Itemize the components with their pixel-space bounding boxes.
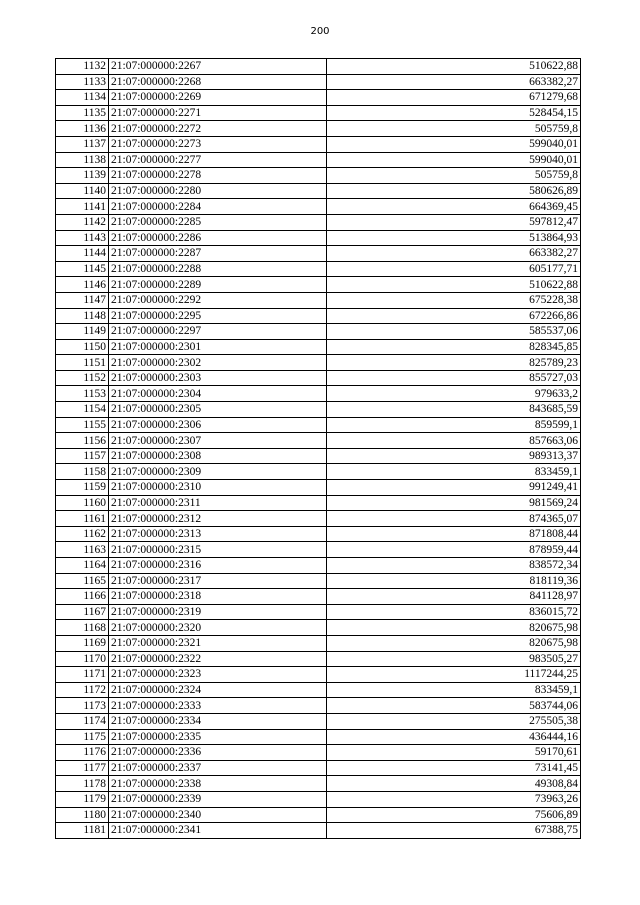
- row-number-cell: 1147: [56, 292, 109, 308]
- row-number-cell: 1167: [56, 604, 109, 620]
- cadastral-number-cell: 21:07:000000:2273: [109, 136, 327, 152]
- row-number-cell: 1151: [56, 355, 109, 371]
- cadastral-number-cell: 21:07:000000:2309: [109, 464, 327, 480]
- table-row: [56, 620, 581, 636]
- table-row: [56, 526, 581, 542]
- cadastral-value-cell: 828345,85: [327, 339, 581, 355]
- table-row: [56, 152, 581, 168]
- row-number-cell: 1160: [56, 495, 109, 511]
- row-number-cell: 1177: [56, 760, 109, 776]
- cadastral-value-cell: 675228,38: [327, 292, 581, 308]
- row-number-cell: 1172: [56, 682, 109, 698]
- row-number-cell: 1168: [56, 620, 109, 636]
- cadastral-number-cell: 21:07:000000:2278: [109, 168, 327, 184]
- table-row: [56, 121, 581, 137]
- table-row: [56, 464, 581, 480]
- cadastral-value-cell: 605177,71: [327, 261, 581, 277]
- row-number-cell: 1136: [56, 121, 109, 137]
- row-number-cell: 1149: [56, 324, 109, 340]
- table-row: [56, 59, 581, 75]
- cadastral-value-cell: 510622,88: [327, 277, 581, 293]
- cadastral-number-cell: 21:07:000000:2318: [109, 589, 327, 605]
- cadastral-value-cell: 663382,27: [327, 74, 581, 90]
- row-number-cell: 1150: [56, 339, 109, 355]
- cadastral-value-cell: 436444,16: [327, 729, 581, 745]
- cadastral-value-cell: 859599,1: [327, 417, 581, 433]
- cadastral-number-cell: 21:07:000000:2297: [109, 324, 327, 340]
- row-number-cell: 1159: [56, 480, 109, 496]
- row-number-cell: 1135: [56, 105, 109, 121]
- table-row: [56, 448, 581, 464]
- cadastral-number-cell: 21:07:000000:2337: [109, 760, 327, 776]
- cadastral-value-cell: 836015,72: [327, 604, 581, 620]
- table-row: [56, 339, 581, 355]
- table-row: [56, 511, 581, 527]
- cadastral-number-cell: 21:07:000000:2303: [109, 370, 327, 386]
- cadastral-value-cell: 833459,1: [327, 464, 581, 480]
- cadastral-number-cell: 21:07:000000:2322: [109, 651, 327, 667]
- cadastral-number-cell: 21:07:000000:2317: [109, 573, 327, 589]
- cadastral-value-cell: 820675,98: [327, 635, 581, 651]
- cadastral-number-cell: 21:07:000000:2292: [109, 292, 327, 308]
- row-number-cell: 1137: [56, 136, 109, 152]
- cadastral-value-cell: 857663,06: [327, 433, 581, 449]
- table-row: [56, 558, 581, 574]
- cadastral-value-cell: 841128,97: [327, 589, 581, 605]
- cadastral-value-cell: 664369,45: [327, 199, 581, 215]
- table-row: [56, 386, 581, 402]
- row-number-cell: 1148: [56, 308, 109, 324]
- row-number-cell: 1142: [56, 214, 109, 230]
- cadastral-number-cell: 21:07:000000:2323: [109, 667, 327, 683]
- cadastral-number-cell: 21:07:000000:2280: [109, 183, 327, 199]
- table-row: [56, 495, 581, 511]
- row-number-cell: 1139: [56, 168, 109, 184]
- table-row: [56, 480, 581, 496]
- table-row: [56, 417, 581, 433]
- cadastral-number-cell: 21:07:000000:2316: [109, 558, 327, 574]
- row-number-cell: 1152: [56, 370, 109, 386]
- row-number-cell: 1161: [56, 511, 109, 527]
- cadastral-number-cell: 21:07:000000:2319: [109, 604, 327, 620]
- table-row: [56, 168, 581, 184]
- table-row: [56, 791, 581, 807]
- cadastral-number-cell: 21:07:000000:2312: [109, 511, 327, 527]
- row-number-cell: 1175: [56, 729, 109, 745]
- cadastral-value-cell: 73141,45: [327, 760, 581, 776]
- cadastral-value-cell: 874365,07: [327, 511, 581, 527]
- table-row: [56, 402, 581, 418]
- table-row: [56, 604, 581, 620]
- cadastral-value-cell: 583744,06: [327, 698, 581, 714]
- table-row: [56, 183, 581, 199]
- row-number-cell: 1132: [56, 59, 109, 75]
- row-number-cell: 1171: [56, 667, 109, 683]
- row-number-cell: 1146: [56, 277, 109, 293]
- cadastral-number-cell: 21:07:000000:2302: [109, 355, 327, 371]
- cadastral-number-cell: 21:07:000000:2304: [109, 386, 327, 402]
- table-row: [56, 682, 581, 698]
- cadastral-number-cell: 21:07:000000:2334: [109, 713, 327, 729]
- table-row: [56, 308, 581, 324]
- cadastral-value-cell: 67388,75: [327, 823, 581, 839]
- cadastral-number-cell: 21:07:000000:2301: [109, 339, 327, 355]
- cadastral-value-cell: 855727,03: [327, 370, 581, 386]
- row-number-cell: 1174: [56, 713, 109, 729]
- cadastral-value-cell: 843685,59: [327, 402, 581, 418]
- row-number-cell: 1170: [56, 651, 109, 667]
- row-number-cell: 1178: [56, 776, 109, 792]
- cadastral-value-cell: 989313,37: [327, 448, 581, 464]
- cadastral-number-cell: 21:07:000000:2311: [109, 495, 327, 511]
- cadastral-number-cell: 21:07:000000:2324: [109, 682, 327, 698]
- table-row: [56, 355, 581, 371]
- cadastral-value-cell: 663382,27: [327, 246, 581, 262]
- row-number-cell: 1153: [56, 386, 109, 402]
- table-row: [56, 729, 581, 745]
- cadastral-value-cell: 49308,84: [327, 776, 581, 792]
- cadastral-number-cell: 21:07:000000:2267: [109, 59, 327, 75]
- table-row: [56, 90, 581, 106]
- cadastral-number-cell: 21:07:000000:2287: [109, 246, 327, 262]
- row-number-cell: 1179: [56, 791, 109, 807]
- cadastral-value-cell: 833459,1: [327, 682, 581, 698]
- table-row: [56, 261, 581, 277]
- row-number-cell: 1173: [56, 698, 109, 714]
- cadastral-value-cell: 599040,01: [327, 152, 581, 168]
- page-number: 200: [310, 26, 330, 37]
- cadastral-value-table: [55, 58, 581, 839]
- table-body: [56, 59, 581, 839]
- table-row: [56, 635, 581, 651]
- cadastral-value-cell: 838572,34: [327, 558, 581, 574]
- cadastral-value-cell: 597812,47: [327, 214, 581, 230]
- row-number-cell: 1169: [56, 635, 109, 651]
- table-row: [56, 713, 581, 729]
- cadastral-number-cell: 21:07:000000:2333: [109, 698, 327, 714]
- table-row: [56, 667, 581, 683]
- cadastral-value-cell: 825789,23: [327, 355, 581, 371]
- cadastral-value-cell: 585537,06: [327, 324, 581, 340]
- cadastral-number-cell: 21:07:000000:2315: [109, 542, 327, 558]
- row-number-cell: 1145: [56, 261, 109, 277]
- cadastral-value-cell: 1117244,25: [327, 667, 581, 683]
- cadastral-number-cell: 21:07:000000:2305: [109, 402, 327, 418]
- row-number-cell: 1138: [56, 152, 109, 168]
- cadastral-number-cell: 21:07:000000:2269: [109, 90, 327, 106]
- cadastral-value-cell: 599040,01: [327, 136, 581, 152]
- cadastral-value-cell: 672266,86: [327, 308, 581, 324]
- cadastral-number-cell: 21:07:000000:2284: [109, 199, 327, 215]
- cadastral-number-cell: 21:07:000000:2288: [109, 261, 327, 277]
- cadastral-number-cell: 21:07:000000:2313: [109, 526, 327, 542]
- table-row: [56, 136, 581, 152]
- cadastral-value-cell: 75606,89: [327, 807, 581, 823]
- cadastral-value-cell: 878959,44: [327, 542, 581, 558]
- row-number-cell: 1163: [56, 542, 109, 558]
- table-row: [56, 324, 581, 340]
- row-number-cell: 1162: [56, 526, 109, 542]
- cadastral-value-cell: 979633,2: [327, 386, 581, 402]
- cadastral-value-cell: 505759,8: [327, 121, 581, 137]
- cadastral-number-cell: 21:07:000000:2306: [109, 417, 327, 433]
- cadastral-number-cell: 21:07:000000:2335: [109, 729, 327, 745]
- row-number-cell: 1143: [56, 230, 109, 246]
- cadastral-number-cell: 21:07:000000:2277: [109, 152, 327, 168]
- table-row: [56, 573, 581, 589]
- cadastral-value-cell: 991249,41: [327, 480, 581, 496]
- cadastral-number-cell: 21:07:000000:2320: [109, 620, 327, 636]
- row-number-cell: 1144: [56, 246, 109, 262]
- table-row: [56, 230, 581, 246]
- table-row: [56, 589, 581, 605]
- table-row: [56, 199, 581, 215]
- cadastral-number-cell: 21:07:000000:2308: [109, 448, 327, 464]
- table-row: [56, 214, 581, 230]
- cadastral-value-cell: 580626,89: [327, 183, 581, 199]
- row-number-cell: 1134: [56, 90, 109, 106]
- table-row: [56, 277, 581, 293]
- cadastral-number-cell: 21:07:000000:2340: [109, 807, 327, 823]
- row-number-cell: 1180: [56, 807, 109, 823]
- row-number-cell: 1157: [56, 448, 109, 464]
- row-number-cell: 1156: [56, 433, 109, 449]
- cadastral-number-cell: 21:07:000000:2295: [109, 308, 327, 324]
- table-row: [56, 542, 581, 558]
- cadastral-value-cell: 505759,8: [327, 168, 581, 184]
- row-number-cell: 1141: [56, 199, 109, 215]
- cadastral-number-cell: 21:07:000000:2339: [109, 791, 327, 807]
- cadastral-value-cell: 983505,27: [327, 651, 581, 667]
- row-number-cell: 1181: [56, 823, 109, 839]
- table-row: [56, 698, 581, 714]
- row-number-cell: 1164: [56, 558, 109, 574]
- cadastral-number-cell: 21:07:000000:2285: [109, 214, 327, 230]
- cadastral-value-cell: 671279,68: [327, 90, 581, 106]
- row-number-cell: 1158: [56, 464, 109, 480]
- table-row: [56, 433, 581, 449]
- cadastral-number-cell: 21:07:000000:2286: [109, 230, 327, 246]
- cadastral-value-cell: 820675,98: [327, 620, 581, 636]
- row-number-cell: 1166: [56, 589, 109, 605]
- cadastral-value-cell: 510622,88: [327, 59, 581, 75]
- cadastral-number-cell: 21:07:000000:2272: [109, 121, 327, 137]
- cadastral-number-cell: 21:07:000000:2321: [109, 635, 327, 651]
- cadastral-value-cell: 513864,93: [327, 230, 581, 246]
- table-row: [56, 807, 581, 823]
- table-row: [56, 745, 581, 761]
- table-row: [56, 776, 581, 792]
- row-number-cell: 1176: [56, 745, 109, 761]
- table-row: [56, 760, 581, 776]
- row-number-cell: 1155: [56, 417, 109, 433]
- row-number-cell: 1165: [56, 573, 109, 589]
- cadastral-value-cell: 59170,61: [327, 745, 581, 761]
- table-row: [56, 651, 581, 667]
- cadastral-value-cell: 275505,38: [327, 713, 581, 729]
- table-row: [56, 370, 581, 386]
- cadastral-value-cell: 528454,15: [327, 105, 581, 121]
- cadastral-number-cell: 21:07:000000:2271: [109, 105, 327, 121]
- cadastral-number-cell: 21:07:000000:2268: [109, 74, 327, 90]
- cadastral-value-cell: 73963,26: [327, 791, 581, 807]
- cadastral-value-cell: 871808,44: [327, 526, 581, 542]
- cadastral-number-cell: 21:07:000000:2289: [109, 277, 327, 293]
- cadastral-value-cell: 818119,36: [327, 573, 581, 589]
- table-row: [56, 105, 581, 121]
- cadastral-number-cell: 21:07:000000:2336: [109, 745, 327, 761]
- row-number-cell: 1154: [56, 402, 109, 418]
- table-row: [56, 292, 581, 308]
- table-row: [56, 823, 581, 839]
- cadastral-value-cell: 981569,24: [327, 495, 581, 511]
- table-row: [56, 246, 581, 262]
- row-number-cell: 1140: [56, 183, 109, 199]
- cadastral-number-cell: 21:07:000000:2341: [109, 823, 327, 839]
- row-number-cell: 1133: [56, 74, 109, 90]
- cadastral-number-cell: 21:07:000000:2307: [109, 433, 327, 449]
- cadastral-number-cell: 21:07:000000:2338: [109, 776, 327, 792]
- table-row: [56, 74, 581, 90]
- cadastral-number-cell: 21:07:000000:2310: [109, 480, 327, 496]
